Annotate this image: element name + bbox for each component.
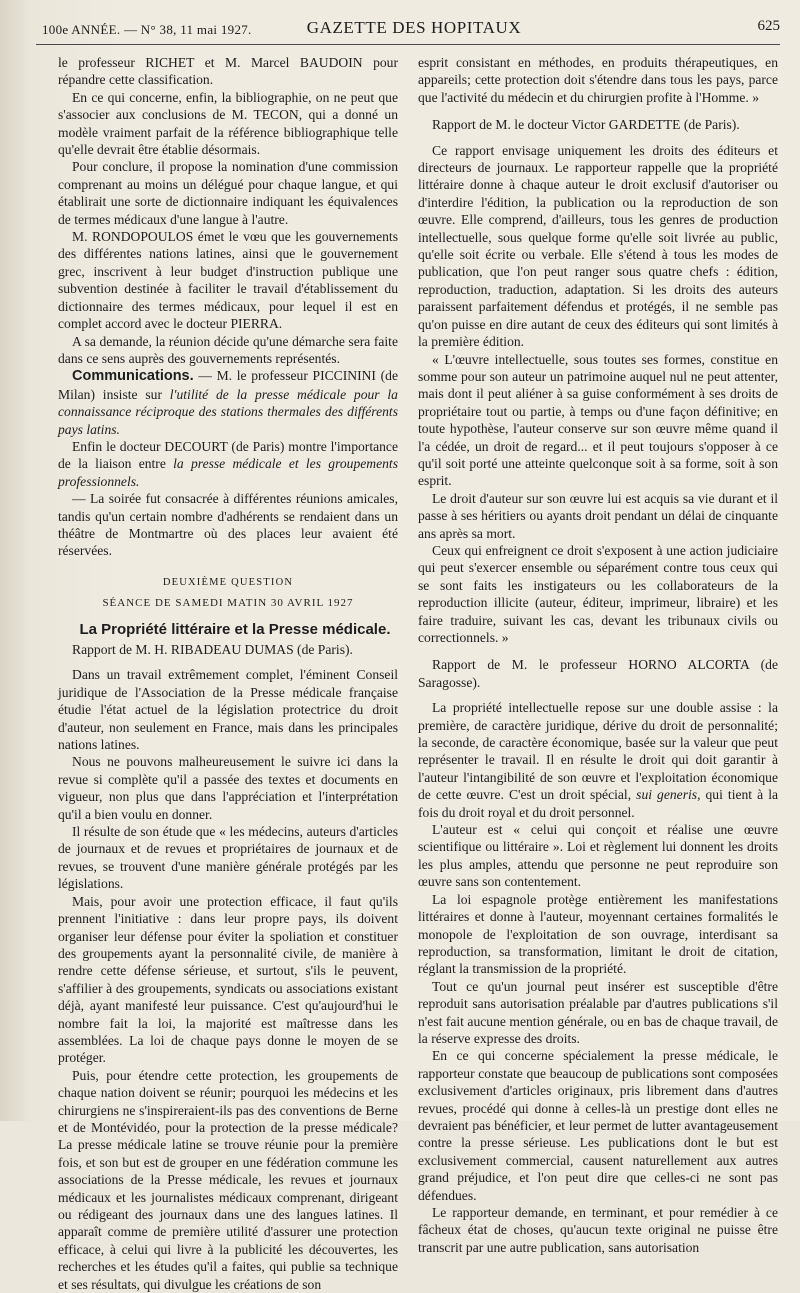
article-title: La Propriété littéraire et la Presse médicale. bbox=[79, 620, 391, 638]
session-subtitle: SÉANCE DE SAMEDI MATIN 30 AVRIL 1927 bbox=[102, 597, 354, 610]
paragraph-italic: la presse médicale et les groupements professionnels. bbox=[58, 456, 398, 489]
paragraph: L'auteur est « celui qui conçoit et réalise une œuvre scientifique ou littéraire ». Loi et règlement lui donnent les droits les plus amples, attendu que personne ne peut reproduire son œuvre sans son contentement. bbox=[418, 822, 778, 890]
page-number: 625 bbox=[757, 18, 780, 34]
paragraph: Tout ce qu'un journal peut insérer est susceptible d'être reproduit sans autorisation préalable par d'autres publications s'il n'est fait aucune mention générale, ou en bas de chaque travail, de la réserve expresse des droits. bbox=[418, 978, 778, 1046]
paragraph: esprit consistant en méthodes, en produits thérapeutiques, en appareils; cette protection doit s'étendre dans tous les pays, parce que l'activité du médecin et du chirurgien profite à l'Homme. » bbox=[418, 55, 778, 105]
paragraph: En ce qui concerne, enfin, la bibliographie, on ne peut que s'associer aux conclusions de M. TECON, qui a donné un modèle vraiment parfait de la référence bibliographique telle qu'elle devrait être établie désormais. bbox=[58, 89, 398, 158]
paragraph: — La soirée fut consacrée à différentes réunions amicales, tandis qu'un certain nombre d'adhérents se rendaient dans un théâtre de Montmartre où des places leur avaient été réservées. bbox=[58, 491, 398, 559]
paragraph: le professeur RICHET et M. Marcel BAUDOIN pour répandre cette classification. bbox=[58, 55, 398, 88]
paragraph: M. RONDOPOULOS émet le vœu que les gouvernements des différentes nations latines, ainsi que le gouvernement grec, inscrivent à leur budget d'instruction publique une subvention destinée à faciliter le travail d'établissement du dictionnaire des termes médicaux, pour lequel il est en complet accord avec le docteur PIERRA. bbox=[58, 229, 398, 332]
paragraph-italic: l'utilité de la presse médicale pour la connaissance réciproque des stations thermales des différents pays latins. bbox=[58, 386, 398, 437]
page-header bbox=[36, 16, 780, 45]
paragraph: Ceux qui enfreignent ce droit s'exposent à une action judiciaire qui peut s'exercer ensemble ou séparément contre tous ceux qui se sont faits les instigateurs ou les collaborateurs de la reproduction illicite (auteur, éditeur, imprimeur, libraire) et les faire traduire, suivant les cas, devant les tribunaux civils ou correctionnels. » bbox=[418, 542, 778, 645]
journal-title: GAZETTE DES HOPITAUX bbox=[306, 18, 522, 37]
paragraph: Dans un travail extrêmement complet, l'éminent Conseil juridique de l'Association de la Presse médicale française étudie l'état actuel de la législation protectrice du droit d'auteur, non seulement en France, mais dans les principales nations latines. bbox=[58, 667, 398, 753]
report-byline: Rapport de M. le professeur HORNO ALCORTA (de Saragosse). bbox=[418, 657, 778, 690]
paragraph: Mais, pour avoir une protection efficace, il faut qu'ils prennent l'initiative : dans leur propre pays, ils doivent organiser leur défense pour éviter la spoliation et constituer des groupements ayant la personnalité civile, de manière à rendre cette défense sérieuse, et surtout, s'ils le peuvent, s'affilier à des groupements, syndicats ou associations existant déjà, ayant manifesté leur puissance. C'est qu'aujourd'hui le nombre fait la loi, la majorité est maîtresse dans les assemblées. La loi de chaque pays donne le moyen de se protéger. bbox=[58, 893, 398, 1066]
paragraph: Pour conclure, il propose la nomination d'une commission comprenant au moins un délégué pour chaque langue, et qui établirait une sorte de dictionnaire indiquant les équivalences de termes médicaux d'une langue à l'autre. bbox=[58, 159, 398, 227]
paragraph-text: , qui tient à la fois du droit royal et du droit personnel. bbox=[418, 787, 779, 820]
paragraph-text: Enfin le docteur DECOURT (de Paris) montre l'importance de la liaison entre bbox=[58, 438, 398, 472]
paragraph: Ce rapport envisage uniquement les droits des éditeurs et directeurs de journaux. Le rapporteur rappelle que la propriété littéraire donne à chaque auteur le droit exclusif d'autoriser ou d'interdire l'édition, la publication ou la reproduction de son œuvre. Elle comprend, d'ailleurs, tous les genres de production intellectuelle, sous quelque forme qu'elle soit livrée au public, qu'elle soit écrite ou verbale. Elle s'étend à tous les modes de publication, que l'on peut ranger sous quatre chefs : édition, reproduction, traduction, adaptation. Si les droits des auteurs paraissent parfaitement défendus et protégés, il ne semble pas qu'on puisse en dire autant de ceux des éditeurs qui sont limités à la première édition. bbox=[418, 142, 778, 350]
paragraph: A sa demande, la réunion décide qu'une démarche sera faite dans ce sens auprès des gouvernements représentés. bbox=[58, 333, 398, 366]
paragraph: Il résulte de son étude que « les médecins, auteurs d'articles de journaux et de revues et propriétaires de journaux et de revues, se trouvent d'une manière générale protégés par les législations. bbox=[58, 824, 398, 892]
paragraph: « L'œuvre intellectuelle, sous toutes ses formes, constitue en somme pour son auteur un patrimoine auquel nul ne peut attenter, mais dont il peut aliéner à sa guise conformément à ses droits de propriétaire tout ou partie, à temps ou d'une façon définitive; en toute hypothèse, l'auteur conserve sur son œuvre même quand il l'a cédée, un droit de regard... et il peut toujours s'opposer à ce qu'il soit porté une atteinte quelconque soit à sa forme, soit à son esprit. bbox=[418, 351, 778, 489]
paragraph: Nous ne pouvons malheureusement le suivre ici dans la revue si complète qu'il a passée des textes et documents en vigueur, non plus que dans l'appréciation et l'interprétation qu'il a bien voulu en donner. bbox=[58, 754, 398, 822]
paragraph: La loi espagnole protège entièrement les manifestations littéraires et donne à l'auteur, moyennant certaines formalités le monopole de l'exploitation de son ouvrage, interdisant sa reproduction, sa transformation, limitant le droit de citation, réglant la transmission de la propriété. bbox=[418, 891, 778, 977]
section-heading: Communications. bbox=[72, 368, 194, 385]
communications-paragraph bbox=[58, 367, 398, 438]
paragraph-text: La propriété intellectuelle repose sur une double assise : la première, de caractère juridique, dérive du droit de personnalité; la seconde, de caractère économique, basée sur la valeur que peut représenter le travail. Il en résulte le droit qui doit garantir à l'auteur l'intangibilité de son œuvre et l'exploitation économique de cette œuvre. C'est un droit spécial, bbox=[418, 700, 778, 803]
paragraph: Puis, pour étendre cette protection, les groupements de chaque nation doivent se réunir; pourquoi les médecins et les chirurgiens ne s'inspireraient-ils pas des conventions de Berne et de Montévidéo, pour la protection de la presse médicale? La presse médicale latine se trouve réunie pour la première fois, et son but est de grouper en une fédération commune les associations de la Presse médicale, les revues et journaux médicaux et les journalistes médicaux comprenant, dirigeant ou rédigeant des journaux dans une des langues latines. Il apparaît comme de première utilité d'assurer une protection efficace, à celui qui livre à la publicité les découvertes, les recherches et les études qu'il a faites, qui publie sa technique et ses résultats, qui divulgue les créations de son bbox=[58, 1067, 398, 1292]
issue-info: 100e ANNÉE. — N° 38, 11 mai 1927. bbox=[42, 22, 252, 37]
paragraph: Le rapporteur demande, en terminant, et pour remédier à ce fâcheux état de choses, qu'aucun texte original ne puisse être transcrit par une autre publication, sans autorisation bbox=[418, 1205, 778, 1255]
right-column bbox=[418, 54, 778, 1256]
left-column bbox=[58, 54, 398, 1293]
report-byline: Rapport de M. le docteur Victor GARDETTE (de Paris). bbox=[432, 117, 740, 133]
paragraph-text: — M. le professeur PICCININI (de Milan) insiste sur bbox=[58, 368, 398, 402]
report-byline: Rapport de M. H. RIBADEAU DUMAS (de Paris). bbox=[72, 642, 353, 657]
paragraph bbox=[58, 438, 398, 490]
question-title: DEUXIÈME QUESTION bbox=[162, 576, 294, 588]
paragraph bbox=[418, 699, 778, 821]
paragraph: Le droit d'auteur sur son œuvre lui est acquis sa vie durant et il passe à ses héritiers ou ayants droit pendant un délai de cinquante ans après sa mort. bbox=[418, 490, 778, 541]
paragraph-italic: sui generis bbox=[636, 787, 698, 803]
paragraph: En ce qui concerne spécialement la presse médicale, le rapporteur constate que beaucoup de publications sont composées exclusivement d'articles originaux, pris librement dans d'autres revues, procédé qui donne à celles-là un prestige dont elles ne devraient pas bénéficier, et leur permet de lutter avantageusement contre la presse sérieuse. Les publications dont le but est exclusivement commercial, causent naturellement aux autres grand préjudice, et l'on peut dire que celles-ci ne sont pas défendues. bbox=[418, 1048, 778, 1203]
